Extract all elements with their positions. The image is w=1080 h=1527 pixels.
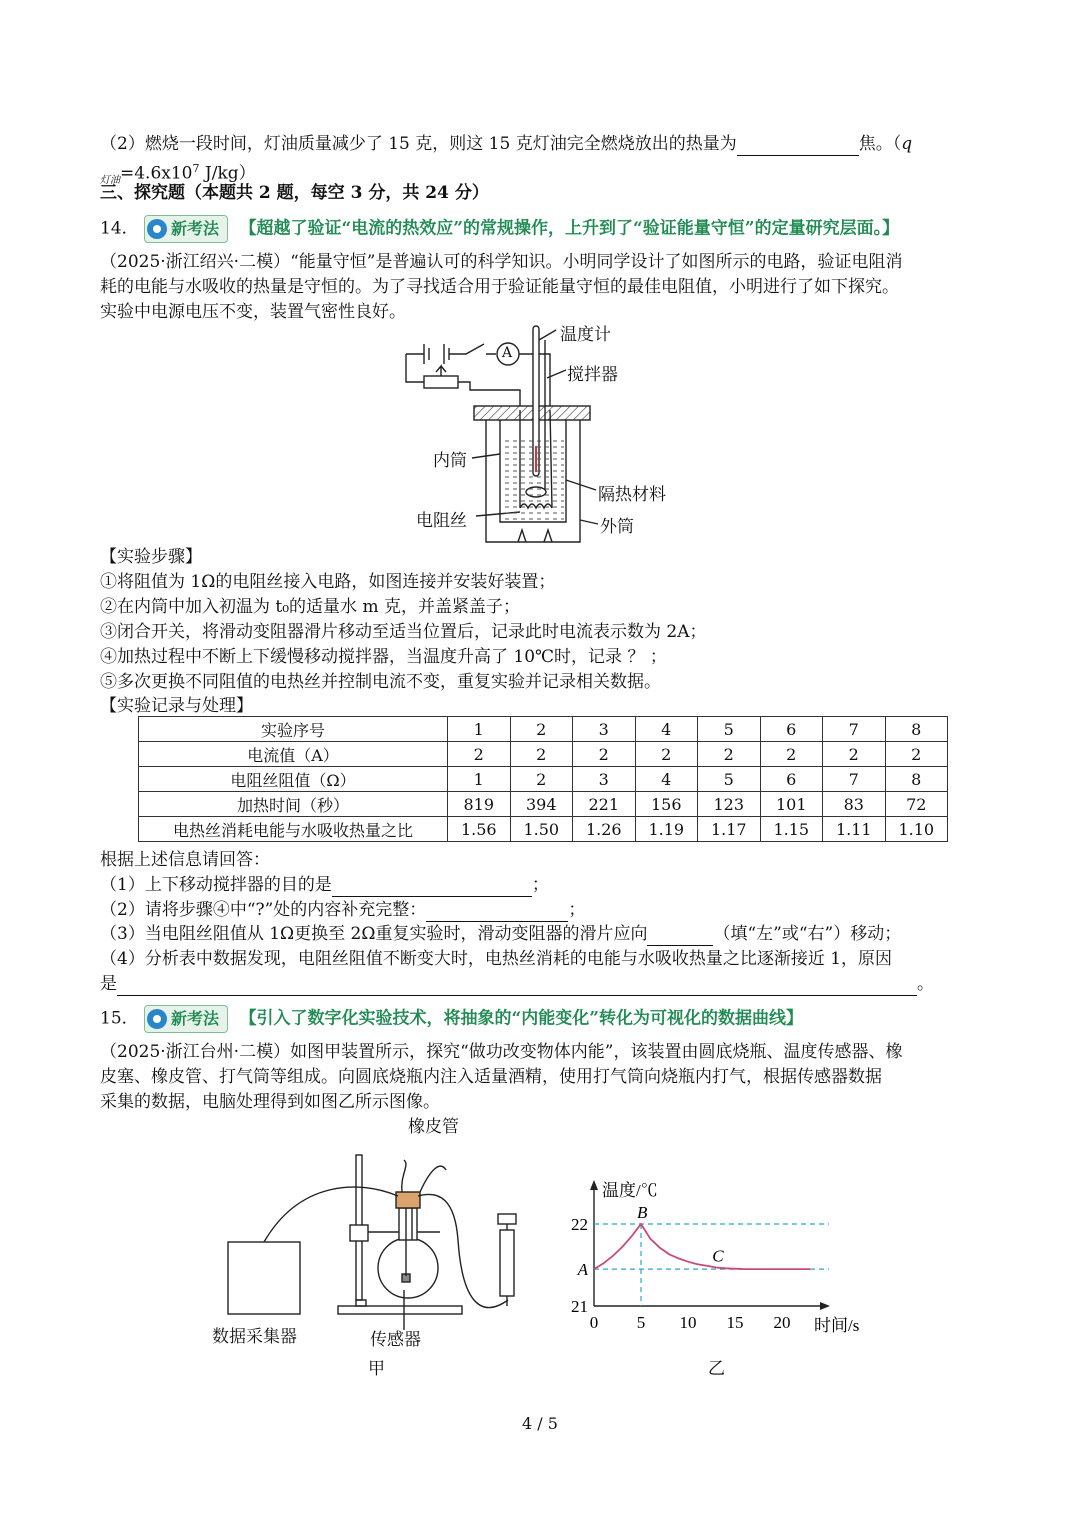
table-cell: 1.26	[573, 817, 636, 842]
table-cell: 123	[698, 792, 761, 817]
row-label: 电热丝消耗电能与水吸收热量之比	[139, 817, 448, 842]
x-tick-label: 0	[589, 1313, 599, 1332]
x-tick-label: 5	[636, 1313, 646, 1332]
figure-jia-caption: 甲	[368, 1359, 385, 1379]
thermometer-label: 温度计	[560, 325, 611, 345]
table-cell: 2	[760, 742, 823, 767]
x-tick-label: 20	[773, 1313, 791, 1332]
y-tick-label: 22	[571, 1215, 588, 1234]
step-3: ③闭合开关，将滑动变阻器滑片移动至适当位置后，记录此时电流表示数为 2A；	[100, 622, 707, 642]
table-cell: 1.17	[698, 817, 761, 842]
table-cell: 2	[510, 742, 573, 767]
table-row	[139, 817, 948, 842]
table-cell: 2	[885, 742, 948, 767]
table-cell: 1	[448, 767, 511, 792]
table-cell: 5	[698, 767, 761, 792]
table-row	[139, 767, 948, 792]
row-label: 实验序号	[139, 717, 448, 742]
table-row	[139, 792, 948, 817]
table-cell: 8	[885, 717, 948, 742]
x-tick-label: 15	[726, 1313, 744, 1332]
experiment-table	[138, 716, 948, 842]
table-cell: 4	[635, 717, 698, 742]
table-cell: 1.10	[885, 817, 948, 842]
q15-stem-1: （2025·浙江台州·二模）如图甲装置所示，探究“做功改变物体内能”，该装置由圆底烧瓶、温度传感器、橡	[100, 1042, 903, 1062]
x-axis-arrow	[820, 1302, 830, 1310]
temperature-time-chart	[560, 1176, 880, 1346]
inner-cylinder-label: 内筒	[433, 451, 467, 471]
sensor-label: 传感器	[370, 1330, 421, 1350]
q14-sub1	[100, 873, 549, 897]
page-number: 4 / 5	[522, 1414, 558, 1433]
table-cell: 1.50	[510, 817, 573, 842]
row-label: 电流值（A）	[139, 742, 448, 767]
step-5: ⑤多次更换不同阻值的电热丝并控制电流不变，重复实验并记录相关数据。	[100, 672, 661, 692]
q-exp: 7	[192, 162, 200, 175]
q15-number: 15．	[100, 1008, 139, 1029]
row-label: 电阻丝阻值（Ω）	[139, 767, 448, 792]
table-cell: 1.15	[760, 817, 823, 842]
q14-stem-1: （2025·浙江绍兴·二模）“能量守恒”是普遍认可的科学知识。小明同学设计了如图所示的电路，验证电阻消	[100, 252, 903, 272]
resistance-wire-label: 电阻丝	[416, 511, 467, 531]
x-tick-label: 10	[679, 1313, 697, 1332]
insulation-label: 隔热材料	[598, 485, 666, 505]
table-cell: 819	[448, 792, 511, 817]
q14-highlight: 【超越了验证“电流的热效应”的常规操作，上升到了“验证能量守恒”的定量研究层面。】	[239, 218, 900, 239]
answer-blank-4[interactable]	[117, 995, 917, 996]
answer-blank-3[interactable]	[647, 945, 713, 946]
table-cell: 2	[573, 742, 636, 767]
row-label: 加热时间（秒）	[139, 792, 448, 817]
table-row	[139, 717, 948, 742]
table-cell: 3	[573, 767, 636, 792]
q14-sub3	[100, 922, 901, 946]
sub1-text: （1）上下移动搅拌器的目的是	[100, 875, 332, 895]
steps-title: 【实验步骤】	[100, 547, 202, 567]
table-cell: 2	[823, 742, 886, 767]
table-cell: 6	[760, 767, 823, 792]
q15-highlight: 【引入了数字化实验技术，将抽象的“内能变化”转化为可视化的数据曲线】	[239, 1008, 804, 1029]
table-cell: 83	[823, 792, 886, 817]
table-cell: 3	[573, 717, 636, 742]
table-cell: 4	[635, 767, 698, 792]
table-row	[139, 742, 948, 767]
table-cell: 1.56	[448, 817, 511, 842]
table-cell: 1.11	[823, 817, 886, 842]
stirrer-label: 搅拌器	[567, 365, 618, 385]
q15-stem-3: 采集的数据，电脑处理得到如图乙所示图像。	[100, 1092, 440, 1112]
step-1: ①将阻值为 1Ω的电阻丝接入电路，如图连接并安装好装置；	[100, 572, 556, 592]
new-method-badge	[144, 215, 228, 243]
badge-icon	[147, 1009, 167, 1029]
answer-blank-1[interactable]	[332, 896, 532, 897]
x-axis-label: 时间/s	[814, 1316, 860, 1335]
new-method-badge	[144, 1005, 228, 1033]
q14-number: 14．	[100, 218, 139, 239]
q14-stem-2: 耗的电能与水吸收的热量是守恒的。为了寻找适合用于验证能量守恒的最佳电阻值，小明进行了如下探究。	[100, 277, 899, 297]
q15-header	[100, 1005, 803, 1033]
table-cell: 2	[698, 742, 761, 767]
table-cell: 5	[698, 717, 761, 742]
table-cell: 7	[823, 767, 886, 792]
point-label-B: B	[637, 1203, 648, 1222]
ammeter-label: A	[502, 345, 513, 361]
q-unit: J/kg）	[199, 163, 256, 184]
q13-part2-line	[100, 132, 912, 156]
y-axis-label: 温度/℃	[602, 1181, 658, 1200]
outer-cylinder-label: 外筒	[600, 517, 634, 537]
step-2: ②在内筒中加入初温为 t₀的适量水 m 克，并盖紧盖子；	[100, 597, 520, 617]
q-symbol: q	[901, 134, 913, 154]
flask-apparatus-figure	[0, 1120, 1080, 1350]
y-axis-arrow	[590, 1180, 598, 1190]
q15-stem-2: 皮塞、橡皮管、打气筒等组成。向圆底烧瓶内注入适量酒精，使用打气筒向烧瓶内打气，根据传感器数据	[100, 1067, 882, 1087]
table-cell: 156	[635, 792, 698, 817]
table-cell: 72	[885, 792, 948, 817]
q14-sub2	[100, 898, 585, 922]
sub3-end: （填“左”或“右”）移动；	[713, 924, 902, 944]
table-cell: 221	[573, 792, 636, 817]
point-label-C: C	[712, 1246, 724, 1266]
answer-blank[interactable]	[737, 155, 859, 156]
badge-label: 新考法	[171, 1009, 220, 1028]
table-cell: 8	[885, 767, 948, 792]
q14-sub4-line2	[100, 972, 934, 996]
table-cell: 1	[448, 717, 511, 742]
table-cell: 1.19	[635, 817, 698, 842]
table-cell: 7	[823, 717, 886, 742]
figure-yi-caption: 乙	[708, 1359, 725, 1379]
table-cell: 6	[760, 717, 823, 742]
series-line-0	[594, 1224, 810, 1269]
table-cell: 101	[760, 792, 823, 817]
badge-label: 新考法	[171, 219, 220, 238]
table-cell: 2	[510, 767, 573, 792]
answer-intro: 根据上述信息请回答：	[100, 850, 270, 870]
table-cell: 2	[448, 742, 511, 767]
sub2-text: （2）请将步骤④中“?”处的内容补充完整：	[100, 900, 427, 920]
q14-sub4-line1: （4）分析表中数据发现，电阻丝阻值不断变大时，电热丝消耗的电能与水吸收热量之比逐渐接近 1，原因	[100, 949, 893, 969]
sub4-end: 。	[917, 974, 934, 994]
y-tick-label: A	[577, 1260, 588, 1280]
step-4: ④加热过程中不断上下缓慢移动搅拌器，当温度升高了 10℃时，记录 ？ ；	[100, 647, 667, 667]
table-cell: 394	[510, 792, 573, 817]
sub2-end: ；	[568, 900, 586, 920]
q14-header	[100, 215, 899, 243]
data-collector-label: 数据采集器	[212, 1327, 297, 1347]
sub1-end: ；	[531, 875, 549, 895]
y-tick-label: 21	[571, 1297, 588, 1316]
sub4-text: 是	[100, 974, 117, 994]
q13-part2-text: （2）燃烧一段时间，灯油质量减少了 15 克，则这 15 克灯油完全燃烧放出的热量为	[100, 134, 737, 154]
q13-part2-unit: 焦。（	[858, 134, 902, 154]
sub3-text: （3）当电阻丝阻值从 1Ω更换至 2Ω重复实验时，滑动变阻器的滑片应向	[100, 924, 648, 944]
table-cell: 2	[635, 742, 698, 767]
record-title: 【实验记录与处理】	[100, 696, 253, 716]
q14-stem-3: 实验中电源电压不变，装置气密性良好。	[100, 302, 406, 322]
table-cell: 2	[510, 717, 573, 742]
rubber-tube-label: 橡皮管	[408, 1117, 459, 1137]
q-value: =4.6x10	[120, 163, 193, 184]
q-subscript: 灯油	[100, 175, 120, 187]
badge-icon	[147, 219, 167, 239]
calorimeter-figure	[0, 318, 1080, 548]
section-title: 三、探究题（本题共 2 题，每空 3 分，共 24 分）	[100, 183, 489, 203]
